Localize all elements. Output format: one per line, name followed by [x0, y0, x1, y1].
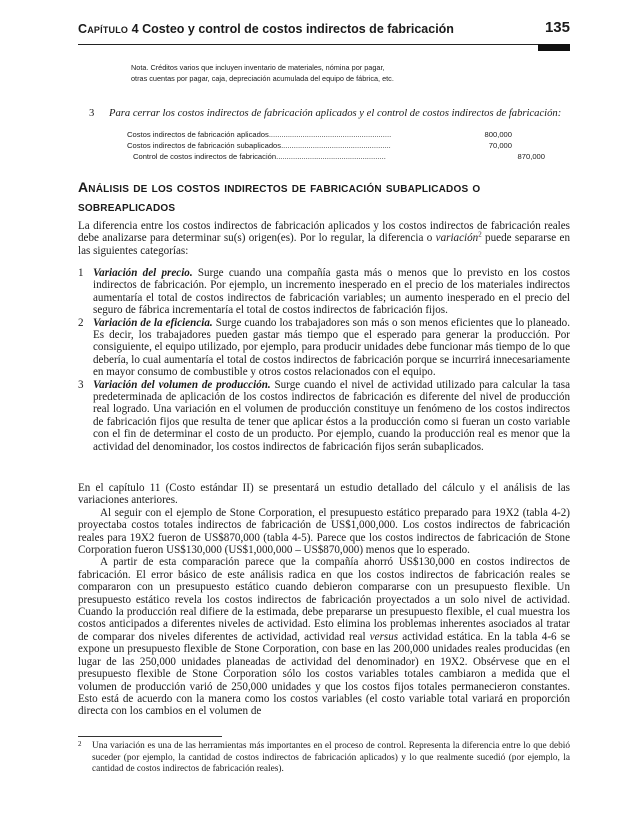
paragraph-stone-static: Al seguir con el ejemplo de Stone Corporation, el presupuesto estático preparado para 19X2 (tabla 4-2) proyectaba costos totales indirectos de fabricación de US$1,000,000. Los costos indirectos de fabricación reales para 19X2 fueron de US$870,000 (tabla 4-5). Parece que los costos indirectos de fabricación de Stone Corporation fueron US$130,000 (US$1,000,000 – US$870,000) menos que lo esperado.: [78, 506, 570, 557]
paragraph-stone-flexible: [78, 556, 570, 717]
running-header: [78, 19, 570, 44]
footnote-text: Una variación es una de las herramientas más importantes en el proceso de control. Representa la diferencia entre lo que debió suceder (por ejemplo, la cantidad de costos indirectos de fabricación aplicados) y lo que realmente sucedió (por ejemplo, la cantidad de costos indirectos de fabricación reales).: [92, 741, 570, 775]
body-text: [78, 482, 570, 718]
paragraph-chapter11: En el capítulo 11 (Costo estándar II) se presentará un estudio detallado del cálculo y el análisis de las variaciones anteriores.: [78, 482, 570, 507]
journal-account: Costos indirectos de fabricación aplicados..........................................................: [127, 130, 392, 139]
list-text: Surge cuando el nivel de actividad utilizado para calcular la tasa predeterminada de aplicación de los costos indirectos de fabricación es diferente del nivel de producción real logrado. Una variación en el volumen de producción constituye un fenómeno de los costos indirectos de fabricación fijos que resulta de tener que aplicar éstos a la producción como si fueran un costo variable con el fin de determinar el costo de un producto. Por ejemplo, cuando la producción real es menor que la actividad del denominador, los costos indirectos de fabricación fijos serán subaplicados.: [93, 378, 570, 453]
journal-debit: 800,000: [484, 130, 512, 139]
footnote-mark: 2: [78, 740, 82, 748]
variance-categories: [78, 267, 570, 453]
footnote: [78, 741, 570, 776]
chapter-title: Costeo y control de costos indirectos de fabricación: [142, 22, 454, 36]
paragraph-text: A partir de esta comparación parece que la compañía ahorró US$130,000 en costos indirectos de fabricación. El error básico de este análisis radica en que los costos indirectos de fabricación reales se compararon con un presupuesto estático cuando debieron compararse con un presupuesto flexible. Un presupuesto estático revela los costos indirectos de fabricación proyectados a un solo nivel de actividad. Cuando la producción real difiere de la estimada, debe prepararse un presupuesto flexible, el cual muestra los costos anticipados a diferentes niveles de actividad. Esto elimina los problemas inherentes asociados al tratar de comparar dos niveles diferentes de actividad, actividad real: [78, 556, 570, 643]
section-heading: Análisis de los costos indirectos de fabricación subaplicados o sobreaplicados: [78, 179, 481, 214]
list-number: 1: [78, 267, 84, 279]
header-rule-block: [538, 44, 570, 51]
item-number: 3: [89, 108, 95, 119]
journal-note: Nota. Créditos varios que incluyen inventario de materiales, nómina por pagar, otras cuentas por pagar, caja, depreciación acumulada del equipo de fábrica, etc.: [131, 63, 394, 83]
journal-credit: 870,000: [517, 152, 545, 161]
intro-emphasis: variación: [435, 232, 479, 245]
list-term: Variación de la eficiencia.: [93, 316, 213, 329]
list-text: Surge cuando los trabajadores son más o son menos eficientes que lo planeado. Es decir, los trabajadores pueden gastar más tiempo que el esperado para generar la producción. Por consiguiente, el equipo utilizado, por ejemplo, para producir unidades debe funcionar más tiempo de lo que debería, lo cual aumentaría el total de costos indirectos de fabricación porque se incurrirá innecesariamente en mayor consumo de combustible y otros costos relacionados con el equipo.: [93, 316, 571, 379]
header-rule: [78, 44, 570, 45]
chapter-word: Capítulo: [78, 22, 129, 36]
journal-account: Costos indirectos de fabricación subaplicados....................................................: [127, 141, 391, 150]
journal-account: Control de costos indirectos de fabricación....................................................: [133, 152, 386, 161]
list-term: Variación del volumen de producción.: [93, 378, 271, 391]
list-text: Surge cuando una compañía gasta más o menos que lo previsto en los costos indirectos de fabricación. Por ejemplo, un incremento inesperado en el precio de los materiales indirectos aumentaría el total de costos indirectos de fabricación variables; un aumento inesperado en el precio del seguro de fábrica incrementaría el total de costos indirectos de fabricación fijos.: [93, 267, 570, 317]
paragraph-emphasis: versus: [369, 630, 399, 643]
paragraph-text-end: actividad estática. En la tabla 4-6 se expone un presupuesto flexible de Stone Corporation, con base en las 200,000 unidades reales producidas (en lugar de las 250,000 unidades planeadas de actividad del denominador) en 19X2. Obsérvese que en el presupuesto flexible de Stone Corporation sólo los costos variables totales cambiaron a medida que el volumen de producción varió de 250,000 unidades y que los costos fijos totales permanecieron constantes. Esto está de acuerdo con la manera como los costos variables (el costo variable total variará en proporción directa con los cambios en el volumen de: [78, 630, 570, 718]
list-number: 2: [78, 316, 84, 329]
footnote-rule: [78, 736, 222, 737]
intro-paragraph: [78, 220, 570, 257]
page-number: 135: [544, 19, 570, 36]
list-number: 3: [78, 378, 84, 391]
journal-debit: 70,000: [488, 141, 512, 150]
list-item: [78, 267, 570, 317]
intro-text-end: puede separarse en las siguientes categorías:: [78, 232, 570, 257]
item-text: Para cerrar los costos indirectos de fabricación aplicados y el control de costos indirectos de fabricación:: [109, 108, 562, 119]
list-item: [78, 379, 570, 453]
chapter-number: 4: [131, 22, 139, 36]
list-term: Variación del precio.: [93, 267, 193, 279]
footnote-ref: 2: [478, 230, 482, 239]
intro-text: La diferencia entre los costos indirectos de fabricación aplicados y los costos indirectos de fabricación reales debe analizarse para determinar su(s) origen(es). Por lo regular, la diferencia o: [78, 220, 570, 245]
list-item: [78, 317, 570, 379]
